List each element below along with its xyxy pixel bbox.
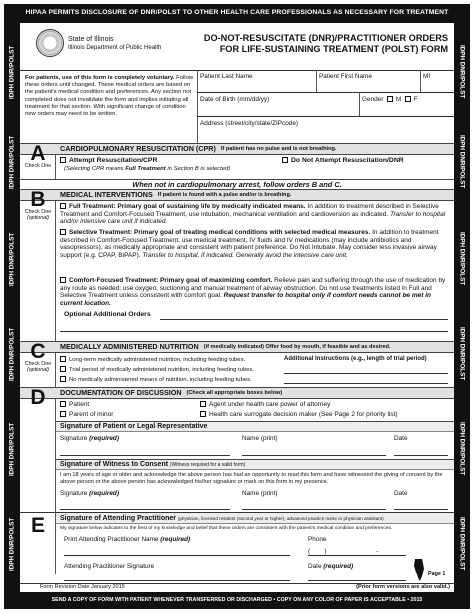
patient-name-print-field[interactable]: Name (print) (242, 435, 278, 442)
witness-title: Signature of Witness to Consent (Witness required for a valid form) (60, 461, 246, 468)
form-body (20, 23, 454, 592)
selective-treatment-option[interactable]: Selective Treatment: Primary goal of treating medical conditions with selected medical measures. In addition to treatment described in Comfort-Focused Treatment, use medical treatment, IV fluids and IV medications (may include antibiotics and vasopressors), as medically appropriate and consistent with patient preference. Do Not Intubate. May consider less invasive airway support (e.g. CPAP, BiPAP). Transfer to hospital, if indicated. Generally avoid the intensive care unit. (60, 229, 439, 259)
section-b-header: MEDICAL INTERVENTIONS If patient is found with a pulse and/or is breathing. (20, 189, 454, 201)
practitioner-signature-title: Signature of Attending Practitioner (physician, licensed resident (second year or higher), advanced practice nurse or physician assistant) (60, 515, 384, 522)
nutrition-trial[interactable]: Trial period of medically administered nutrition, including feeding tubes. (60, 366, 254, 374)
left-side-labels (4, 23, 20, 592)
patient-mi-field[interactable]: MI (423, 73, 431, 80)
patient-date-field[interactable]: Date (394, 435, 408, 442)
patient-first-name-field[interactable]: Patient First Name (319, 73, 372, 80)
optional-orders-line-2[interactable] (60, 331, 448, 332)
form-title-line1: DO-NOT-RESUSCITATE (DNR)/PRACTITIONER ORDERS (203, 33, 448, 43)
right-side-labels (454, 23, 470, 592)
form-title-line2: FOR LIFE-SUSTAINING TREATMENT (POLST) FORM (219, 44, 448, 54)
form-revision-date: Form Revision Date January 2015 (40, 584, 125, 590)
witness-date-field[interactable]: Date (394, 490, 408, 497)
section-d-header: DOCUMENTATION OF DISCUSSION (Check all appropriate boxes below) (20, 387, 454, 399)
discussion-agent[interactable]: Agent under health care power of attorney (200, 401, 330, 409)
side-label: IDPH DNR/POLST (8, 422, 16, 476)
section-b-check-one: Check One (optional) (24, 209, 52, 221)
side-label: IDPH DNR/POLST (458, 45, 466, 99)
side-label: IDPH DNR/POLST (8, 517, 16, 571)
hipaa-banner: HIPAA PERMITS DISCLOSURE OF DNR/POLST TO OTHER HEALTH CARE PROFESSIONALS AS NECESSARY FOR TREATMENT (25, 9, 449, 17)
side-label: IDPH DNR/POLST (8, 232, 16, 286)
practitioner-date-field[interactable]: Date (required) (308, 563, 354, 570)
full-treatment-option[interactable]: Full Treatment: Primary goal of sustaining life by medically indicated means. In addition to treatment described in Selective Treatment and Comfort-Focused Treatment, use intubation, mechanical ventilation and cardioversion as indicated. Transfer to hospital and/or intensive care unit if indicated. (60, 203, 446, 226)
section-a-letter: A (30, 142, 46, 165)
practitioner-name-field[interactable]: Print Attending Practitioner Name (required) (64, 536, 191, 543)
nutrition-long-term[interactable]: Long-term medically administered nutrition, including feeding tubes. (60, 356, 245, 364)
agency-state: State of Illinois (68, 36, 114, 43)
phone-format: ( ) - (308, 548, 379, 555)
state-seal-icon (36, 29, 64, 57)
nutrition-instructions-label: Additional Instructions (e.g., length of trial period) (284, 356, 427, 362)
side-label: IDPH DNR/POLST (458, 517, 466, 571)
follow-orders-banner: When not in cardiopulmonary arrest, follow orders B and C. (20, 179, 454, 189)
side-label: IDPH DNR/POLST (458, 232, 466, 286)
page-number: Page 1 (428, 571, 446, 577)
agency-department: Illinois Department of Public Health (68, 45, 162, 51)
cpr-note: (Selecting CPR means Full Treatment in Section B is selected) (64, 166, 231, 172)
side-label: IDPH DNR/POLST (458, 327, 466, 381)
optional-orders-label: Optional Additional Orders (64, 311, 151, 318)
discussion-surrogate[interactable]: Health care surrogate decision maker (See Page 2 for priority list) (200, 411, 398, 419)
section-c-letter: C (30, 340, 46, 363)
section-c-check-one: Check One (optional) (24, 361, 52, 373)
section-c-header: MEDICALLY ADMINISTERED NUTRITION (if medically indicated) Offer food by mouth, if feasible and as desired. (20, 341, 454, 353)
side-label: IDPH DNR/POLST (458, 422, 466, 476)
patient-signature-field[interactable]: Signature (required) (60, 435, 119, 442)
witness-statement: I am 18 years of age or older and acknowledge the above person has had an opportunity to read this form and have witnessed the giving of consent by the above person or the above person has acknowledged his/her signature or mark on this form in my presence. (60, 472, 443, 485)
practitioner-signature-field[interactable]: Attending Practitioner Signature (64, 563, 155, 570)
optional-orders-line[interactable] (160, 319, 448, 320)
form-frame (4, 4, 470, 609)
side-label: IDPH DNR/POLST (8, 327, 16, 381)
nutrition-none[interactable]: No medically administered means of nutrition, including feeding tubes. (60, 376, 252, 384)
practitioner-statement: My signature below indicates to the best of my knowledge and belief that these orders are consistent with the patient's medical condition and preferences. (60, 526, 393, 531)
section-a-header: CARDIOPULMONARY RESUSCITATION (CPR) If patient has no pulse and is not breathing. (20, 143, 454, 155)
intro-text: For patients, use of this form is completely voluntary. Follow these orders until changed. These medical orders are based on the patient's medical condition and preferences. Any section not completed does not invalidate the form and implies initiating all treatment for that section. With significant change of condition new orders may need to be written. (25, 75, 194, 118)
practitioner-phone-field[interactable]: Phone (308, 536, 327, 543)
side-label: IDPH DNR/POLST (458, 135, 466, 189)
section-e-letter: E (30, 514, 45, 537)
patient-signature-title: Signature of Patient or Legal Representative (60, 423, 208, 430)
witness-signature-field[interactable]: Signature (required) (60, 490, 119, 497)
patient-last-name-field[interactable]: Patient Last Name (200, 73, 253, 80)
discussion-patient[interactable]: Patient (60, 401, 89, 409)
address-field[interactable]: Address (street/city/state/ZIPcode) (200, 120, 299, 127)
gender-m-checkbox[interactable] (387, 96, 393, 102)
section-b-letter: B (30, 188, 46, 211)
side-label: IDPH DNR/POLST (8, 45, 16, 99)
section-d-letter: D (30, 386, 46, 409)
dnr-option[interactable]: Do Not Attempt Resuscitation/DNR (282, 157, 404, 165)
illinois-state-icon (414, 559, 424, 581)
prior-versions-note: (Prior form versions are also valid.) (356, 584, 450, 590)
gender-label: Gender M F (362, 96, 418, 103)
witness-name-print-field[interactable]: Name (print) (242, 490, 278, 497)
gender-f-checkbox[interactable] (405, 96, 411, 102)
side-label: IDPH DNR/POLST (8, 135, 16, 189)
section-a-check-one: Check One (24, 163, 52, 169)
discussion-parent[interactable]: Parent of minor (60, 411, 113, 419)
dob-field[interactable]: Date of Birth (mm/dd/yy) (200, 96, 270, 103)
attempt-cpr-option[interactable]: Attempt Resuscitation/CPR (60, 157, 157, 165)
footer-banner: SEND A COPY OF FORM WITH PATIENT WHENEVER TRANSFERRED OR DISCHARGED • COPY ON ANY COLOR OF PAPER IS ACCEPTABLE • 2015 (51, 597, 423, 604)
comfort-treatment-option[interactable]: Comfort-Focused Treatment: Primary goal of maximizing comfort. Relieve pain and suffering through the use of medication by any route as needed; use oxygen, suctioning and manual treatment of airway obstruction. Do not use treatments listed in Full and Selective Treatment unless consistent with comfort goal. Request transfer to hospital only if comfort needs cannot be met in current location. (60, 277, 446, 307)
